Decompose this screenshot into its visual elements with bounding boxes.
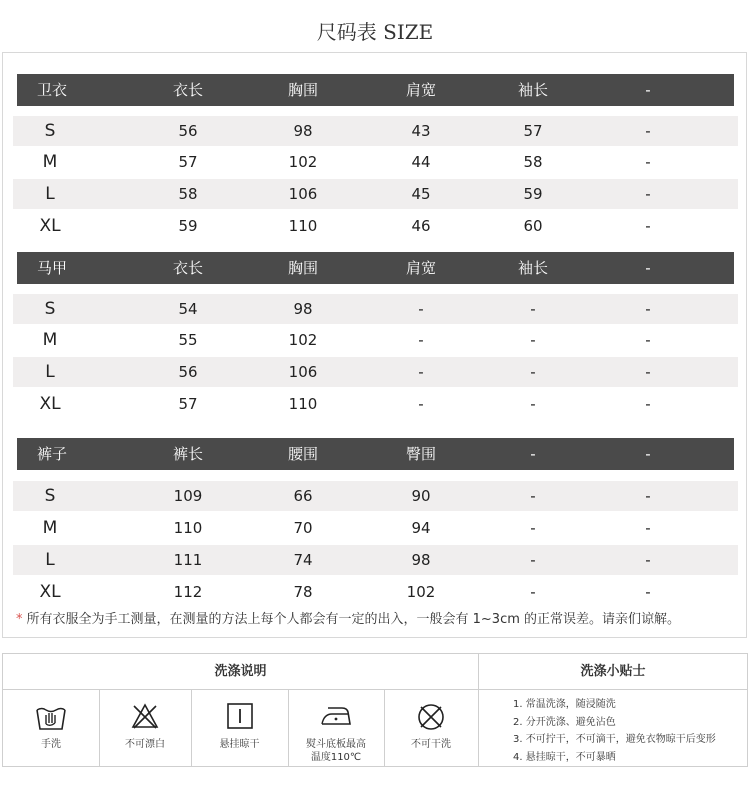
table-cell: 59 (178, 217, 198, 235)
note-text: 所有衣服全为手工测量，在测量的方法上每个人都会有一定的出入，一般会有 1~3cm 的正常误差。请亲们谅解。 (26, 612, 681, 627)
pants-table-header (17, 438, 734, 470)
table-cell: 44 (411, 153, 431, 171)
care-tips-title: 洗涤小贴士 (478, 654, 747, 690)
hoodie-table-row (13, 179, 738, 209)
care-item-hang-dry (191, 690, 288, 766)
table-cell: 46 (411, 217, 431, 235)
column-header: 裤长 (172, 445, 203, 463)
care-item-label: 悬挂晾干 (219, 739, 260, 750)
table-cell: 56 (178, 363, 198, 381)
hoodie-table-row (13, 147, 738, 177)
table-cell: - (645, 331, 651, 349)
column-header: 肩宽 (405, 81, 436, 99)
column-header: 马甲 (37, 259, 68, 277)
size-label: S (44, 121, 56, 141)
table-cell: 70 (293, 519, 313, 537)
care-item-no-dry-clean (384, 690, 478, 766)
size-label: L (45, 362, 55, 382)
size-label: XL (39, 216, 61, 236)
pants-table-row (13, 481, 738, 511)
column-header: - (530, 445, 536, 463)
table-cell: 106 (288, 185, 318, 203)
table-cell: - (418, 331, 424, 349)
table-cell: 102 (288, 331, 318, 349)
table-cell: - (530, 487, 536, 505)
note-asterisk: * (16, 612, 23, 627)
table-cell: 90 (411, 487, 431, 505)
column-header: - (645, 81, 651, 99)
table-cell: 98 (411, 551, 431, 569)
table-cell: 43 (411, 122, 431, 140)
vest-table-row (13, 294, 738, 324)
table-cell: 45 (411, 185, 431, 203)
table-cell: - (530, 583, 536, 601)
care-item-no-bleach (99, 690, 191, 766)
table-cell: 102 (406, 583, 436, 601)
vest-table-row (13, 389, 738, 419)
column-header: 腰围 (287, 445, 318, 463)
no-dry-clean-icon (416, 702, 446, 736)
table-cell: - (645, 551, 651, 569)
table-cell: 112 (173, 583, 203, 601)
care-panel (2, 653, 748, 767)
table-cell: - (645, 395, 651, 413)
hoodie-table-row (13, 211, 738, 241)
size-label: M (42, 330, 58, 350)
column-header: 肩宽 (405, 259, 436, 277)
table-cell: - (530, 519, 536, 537)
measurement-note (16, 608, 680, 627)
size-label: S (44, 486, 56, 506)
column-header: 胸围 (287, 81, 318, 99)
no-bleach-icon (130, 702, 160, 734)
vest-table-row (13, 357, 738, 387)
table-cell: 59 (523, 185, 543, 203)
care-tip: 2. 分开洗涤、避免沾色 (513, 716, 616, 728)
table-cell: - (418, 300, 424, 318)
table-cell: - (645, 583, 651, 601)
hoodie-table-header (17, 74, 734, 106)
table-cell: - (530, 551, 536, 569)
table-cell: 78 (293, 583, 313, 601)
table-cell: 98 (293, 300, 313, 318)
pants-table-row (13, 545, 738, 575)
hang-dry-icon (226, 702, 254, 734)
care-instructions-title: 洗涤说明 (3, 654, 478, 690)
care-item-hand-wash (3, 690, 99, 766)
table-cell: - (645, 363, 651, 381)
table-cell: 74 (293, 551, 313, 569)
size-label: M (42, 518, 58, 538)
column-header: - (645, 445, 651, 463)
vest-table-row (13, 325, 738, 355)
size-label: XL (39, 582, 61, 602)
table-cell: 66 (293, 487, 313, 505)
vest-table-header (17, 252, 734, 284)
table-cell: 110 (288, 217, 318, 235)
column-header: 袖长 (517, 81, 548, 99)
table-cell: - (530, 331, 536, 349)
table-cell: 56 (178, 122, 198, 140)
care-tip: 1. 常温洗涤，随浸随洗 (513, 699, 616, 710)
hoodie-table-row (13, 116, 738, 146)
table-cell: 54 (178, 300, 198, 318)
pants-table-row (13, 577, 738, 607)
table-cell: 110 (288, 395, 318, 413)
table-cell: 110 (173, 519, 203, 537)
table-cell: - (530, 395, 536, 413)
table-cell: - (645, 153, 651, 171)
table-cell: 58 (523, 153, 543, 171)
table-cell: - (418, 395, 424, 413)
table-cell: 94 (411, 519, 431, 537)
table-cell: - (645, 519, 651, 537)
table-cell: 58 (178, 185, 198, 203)
care-item-iron (288, 690, 384, 766)
size-label: L (45, 184, 55, 204)
table-cell: - (645, 217, 651, 235)
column-header: 胸围 (287, 259, 318, 277)
table-cell: - (645, 300, 651, 318)
table-cell: 111 (173, 551, 203, 569)
care-item-label: 不可漂白 (125, 739, 165, 750)
care-tips-list (513, 696, 716, 766)
table-cell: 57 (178, 153, 198, 171)
table-cell: 57 (523, 122, 543, 140)
table-cell: 102 (288, 153, 318, 171)
care-tip: 3. 不可拧干，不可滴干，避免衣物晾干后变形 (513, 734, 716, 745)
pants-table-row (13, 513, 738, 543)
table-cell: 57 (178, 395, 198, 413)
table-cell: 109 (173, 487, 203, 505)
care-tip: 4. 悬挂晾干，不可暴晒 (513, 751, 616, 763)
size-label: XL (39, 394, 61, 414)
column-header: 衣长 (172, 259, 203, 277)
table-cell: 98 (293, 122, 313, 140)
table-cell: - (418, 363, 424, 381)
size-label: S (44, 299, 56, 319)
column-header: - (645, 259, 651, 277)
hand-wash-icon (34, 702, 68, 736)
care-item-label: 不可干洗 (411, 739, 451, 750)
table-cell: 60 (523, 217, 543, 235)
care-item-label: 手洗 (41, 739, 61, 750)
page-title: 尺码表 SIZE (316, 20, 434, 44)
table-cell: - (645, 122, 651, 140)
table-cell: - (530, 363, 536, 381)
table-cell: - (645, 487, 651, 505)
size-label: M (42, 152, 58, 172)
column-header: 袖长 (517, 259, 548, 277)
care-divider (478, 690, 479, 766)
size-label: L (45, 550, 55, 570)
table-cell: - (530, 300, 536, 318)
column-header: 衣长 (172, 81, 203, 99)
column-header: 臀围 (405, 445, 436, 463)
table-cell: 106 (288, 363, 318, 381)
table-cell: - (645, 185, 651, 203)
column-header: 裤子 (37, 445, 68, 463)
column-header: 卫衣 (37, 81, 68, 99)
iron-low-icon (318, 702, 354, 732)
table-cell: 55 (178, 331, 198, 349)
care-item-label: 熨斗底板最高 温度110℃ (306, 739, 366, 763)
